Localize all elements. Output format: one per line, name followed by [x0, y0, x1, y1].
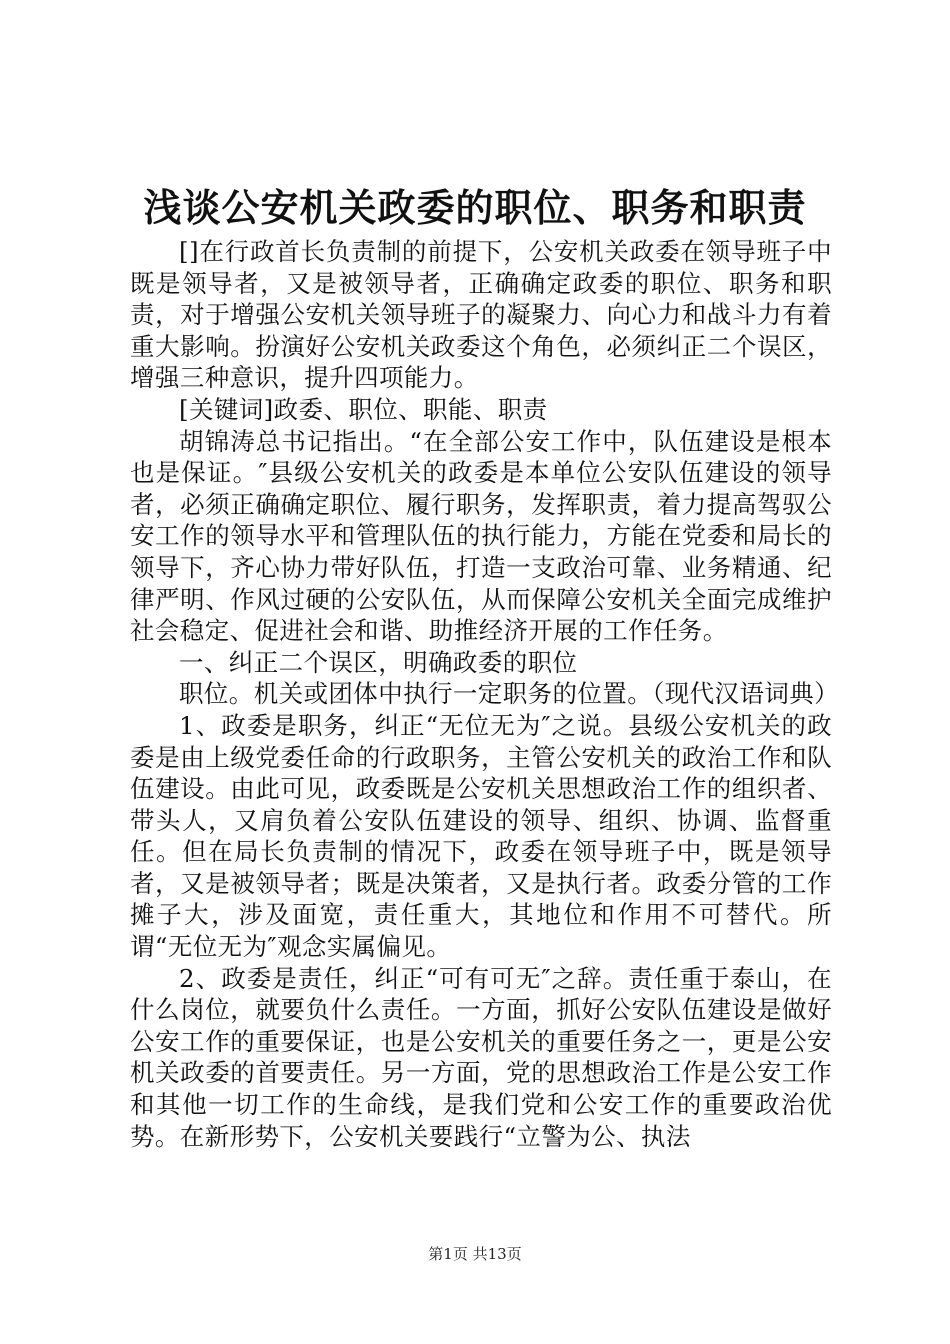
paragraph-keywords: [关键词]政委、职位、职能、职责 [179, 394, 548, 424]
paragraph-intro: 胡锦涛总书记指出。“在全部公安工作中，队伍建设是根本也是保证。″县级公安机关的政委是本单位公安队伍建设的领导者，必须正确确定职位、履行职务，发挥职责，着力提高驾驭公安工作的领导水平和管理队伍的执行能力，方能在党委和局长的领导下，齐心协力带好队伍，打造一支政治可靠、业务精通、纪律严明、作风过硬的公安队伍，从而保障公安机关全面完成维护社会稳定、促进社会和谐、助推经济开展的工作任务。 [130, 426, 832, 646]
paragraph-definition: 职位。机关或团体中执行一定职务的位置。（现代汉语词典） [179, 679, 840, 709]
paragraph-abstract: []在行政首长负责制的前提下，公安机关政委在领导班子中既是领导者，又是被领导者，正确确定政委的职位、职务和职责，对于增强公安机关领导班子的凝聚力、向心力和战斗力有着重大影响。扮演好公安机关政委这个角色，必须纠正二个误区，增强三种意识，提升四项能力。 [130, 237, 832, 393]
paragraph-point-1: 1、政委是职务，纠正“无位无为″之说。县级公安机关的政委是由上级党委任命的行政职务，主管公安机关的政治工作和队伍建设。由此可见，政委既是公安机关思想政治工作的组织者、带头人，又肩负着公安队伍建设的领导、组织、协调、监督重任。但在局长负责制的情况下，政委在领导班子中，既是领导者，又是被领导者；既是决策者，又是执行者。政委分管的工作摊子大，涉及面宽，责任重大，其地位和作用不可替代。所谓“无位无为″观念实属偏见。 [130, 710, 832, 962]
section-heading-1: 一、纠正二个误区，明确政委的职位 [179, 647, 578, 677]
document-body [130, 236, 840, 1152]
paragraph-point-2: 2、政委是责任，纠正“可有可无″之辞。责任重于泰山，在什么岗位，就要负什么责任。一方面，抓好公安队伍建设是做好公安工作的重要保证，也是公安机关的重要任务之一，更是公安机关政委的首要责任。另一方面，党的思想政治工作是公安工作和其他一切工作的生命线，是我们党和公安工作的重要政治优势。在新形势下，公安机关要践行“立警为公、执法 [130, 963, 832, 1151]
page-footer: 第1页 共13页 [428, 1245, 522, 1263]
document-title: 浅谈公安机关政委的职位、职务和职责 [143, 185, 807, 230]
